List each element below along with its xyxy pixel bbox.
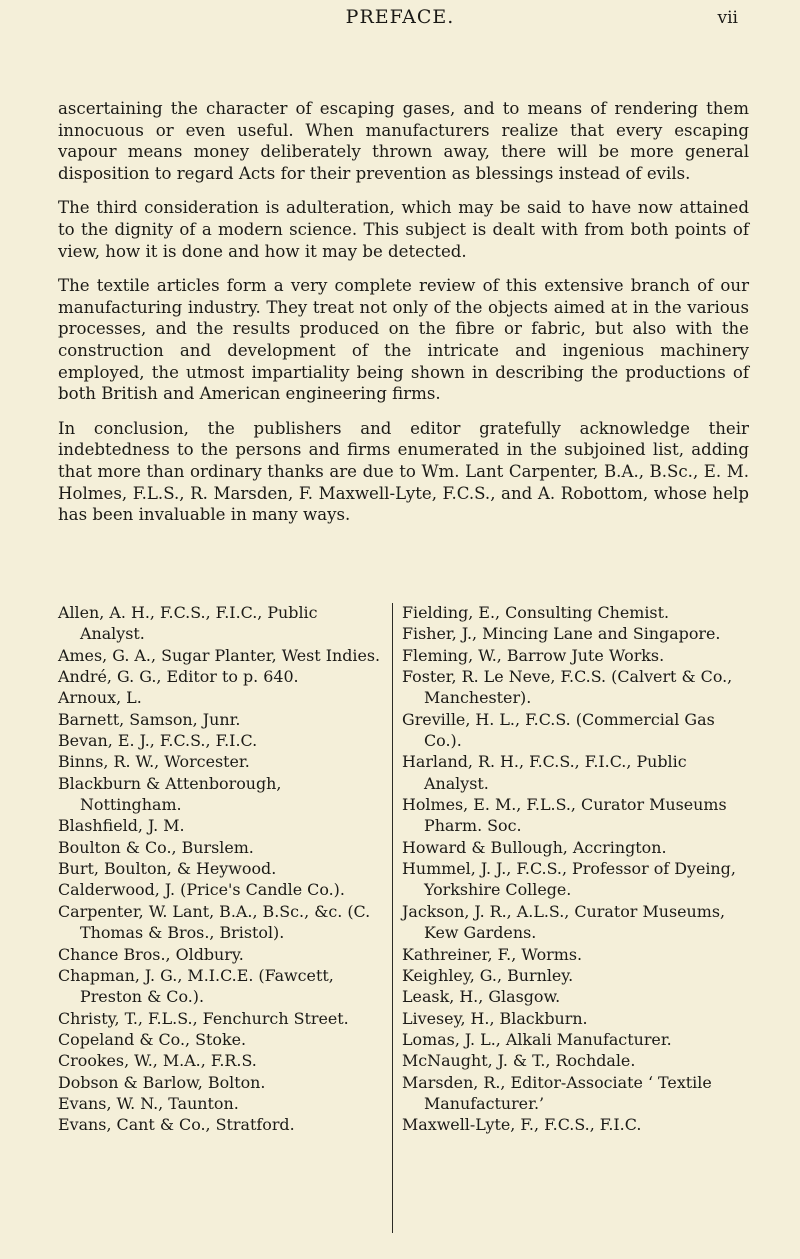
list-item: Howard & Bullough, Accrington.: [402, 837, 667, 857]
paragraph-4: In conclusion, the publishers and editor gratefully acknowledge their indebtedness to the persons and firms enumerated in the subjoined list, adding that more than ordinary thanks are due to Wm. Lant Carpenter, B.A., B.Sc., E. M. Holmes, F.L.S., R. Marsden, F. Maxwell-Lyte, F.C.S., and A. Robottom, whose help has been invaluable in many ways.: [58, 418, 749, 525]
list-item: Chance Bros., Oldbury.: [58, 944, 244, 964]
page-title: PREFACE.: [345, 6, 455, 28]
list-item: Leask, H., Glasgow.: [402, 987, 561, 1007]
list-item: Holmes, E. M., F.L.S., Curator Museums Pharm. Soc.: [402, 795, 727, 836]
list-item: Chapman, J. G., M.I.C.E. (Fawcett, Preston & Co.).: [58, 965, 334, 1007]
list-item: Binns, R. W., Worcester.: [58, 752, 250, 772]
list-item: Evans, W. N., Taunton.: [58, 1093, 239, 1113]
list-item: Fisher, J., Mincing Lane and Singapore.: [402, 624, 721, 644]
paragraph-3: The textile articles form a very complete review of this extensive branch of our manufacturing industry. They treat not only of the objects aimed at in the various processes, and the results produced on the fibre or fabric, but also with the construction and development of the intricate and ingenious machinery employed, the utmost impartiality being shown in describing the productions of both British and American engineering firms.: [58, 276, 749, 404]
list-item: Harland, R. H., F.C.S., F.I.C., Public Analyst.: [402, 752, 687, 793]
list-item: Arnoux, L.: [58, 688, 142, 708]
list-item: Barnett, Samson, Junr.: [58, 709, 241, 729]
list-item: Blackburn & Attenborough, Nottingham.: [58, 773, 282, 815]
list-item: Lomas, J. L., Alkali Manufacturer.: [402, 1029, 672, 1049]
running-head: [0, 0, 800, 40]
list-item: Greville, H. L., F.C.S. (Commercial Gas Co.).: [402, 709, 715, 751]
list-item: Ames, G. A., Sugar Planter, West Indies.: [58, 645, 381, 665]
list-item: Livesey, H., Blackburn.: [402, 1008, 588, 1028]
list-item: Kathreiner, F., Worms.: [402, 944, 583, 964]
list-item: Carpenter, W. Lant, B.A., B.Sc., &c. (C. Thomas & Bros., Bristol).: [58, 901, 371, 943]
list-item: Boulton & Co., Burslem.: [58, 837, 254, 857]
contributors-list-right: [402, 602, 749, 1136]
list-item: Foster, R. Le Neve, F.C.S. (Calvert & Co., Manchester).: [402, 667, 733, 708]
list-item: Hummel, J. J., F.C.S., Professor of Dyeing, Yorkshire College.: [402, 859, 736, 900]
list-item: André, G. G., Editor to p. 640.: [58, 667, 299, 687]
list-item: Christy, T., F.L.S., Fenchurch Street.: [58, 1008, 349, 1028]
paragraph-1: ascertaining the character of escaping gases, and to means of rendering them innocuous or even useful. When manufacturers realize that every escaping vapour means money deliberately thrown away, there will be more general disposition to regard Acts for their prevention as blessings instead of evils.: [58, 99, 749, 183]
list-item: Bevan, E. J., F.C.S., F.I.C.: [58, 731, 258, 751]
list-item: Blashfield, J. M.: [58, 816, 185, 836]
page-number: vii: [717, 8, 738, 28]
list-item: Keighley, G., Burnley.: [402, 965, 574, 985]
list-item: Jackson, J. R., A.L.S., Curator Museums, Kew Gardens.: [402, 901, 726, 943]
list-item: Burt, Boulton, & Heywood.: [58, 859, 277, 879]
list-item: Allen, A. H., F.C.S., F.I.C., Public Analyst.: [58, 603, 318, 644]
paragraph-2: The third consideration is adulteration, which may be said to have now attained to the dignity of a modern science. This subject is dealt with from both points of view, how it is done and how it may be detected.: [58, 198, 749, 261]
list-item: Maxwell-Lyte, F., F.C.S., F.I.C.: [402, 1115, 642, 1135]
list-item: Crookes, W., M.A., F.R.S.: [58, 1051, 257, 1071]
list-item: McNaught, J. & T., Rochdale.: [402, 1051, 636, 1071]
list-item: Fielding, E., Consulting Chemist.: [402, 603, 670, 622]
column-divider: [392, 603, 393, 1233]
list-item: Marsden, R., Editor-Associate ‘ Textile Manufacturer.’: [402, 1072, 712, 1113]
list-item: Dobson & Barlow, Bolton.: [58, 1072, 266, 1092]
list-item: Evans, Cant & Co., Stratford.: [58, 1115, 295, 1135]
list-item: Fleming, W., Barrow Jute Works.: [402, 645, 665, 665]
list-item: Copeland & Co., Stoke.: [58, 1029, 247, 1049]
list-item: Calderwood, J. (Price's Candle Co.).: [58, 880, 345, 900]
preface-body: [58, 98, 749, 539]
contributors-list-left: [58, 602, 382, 1136]
